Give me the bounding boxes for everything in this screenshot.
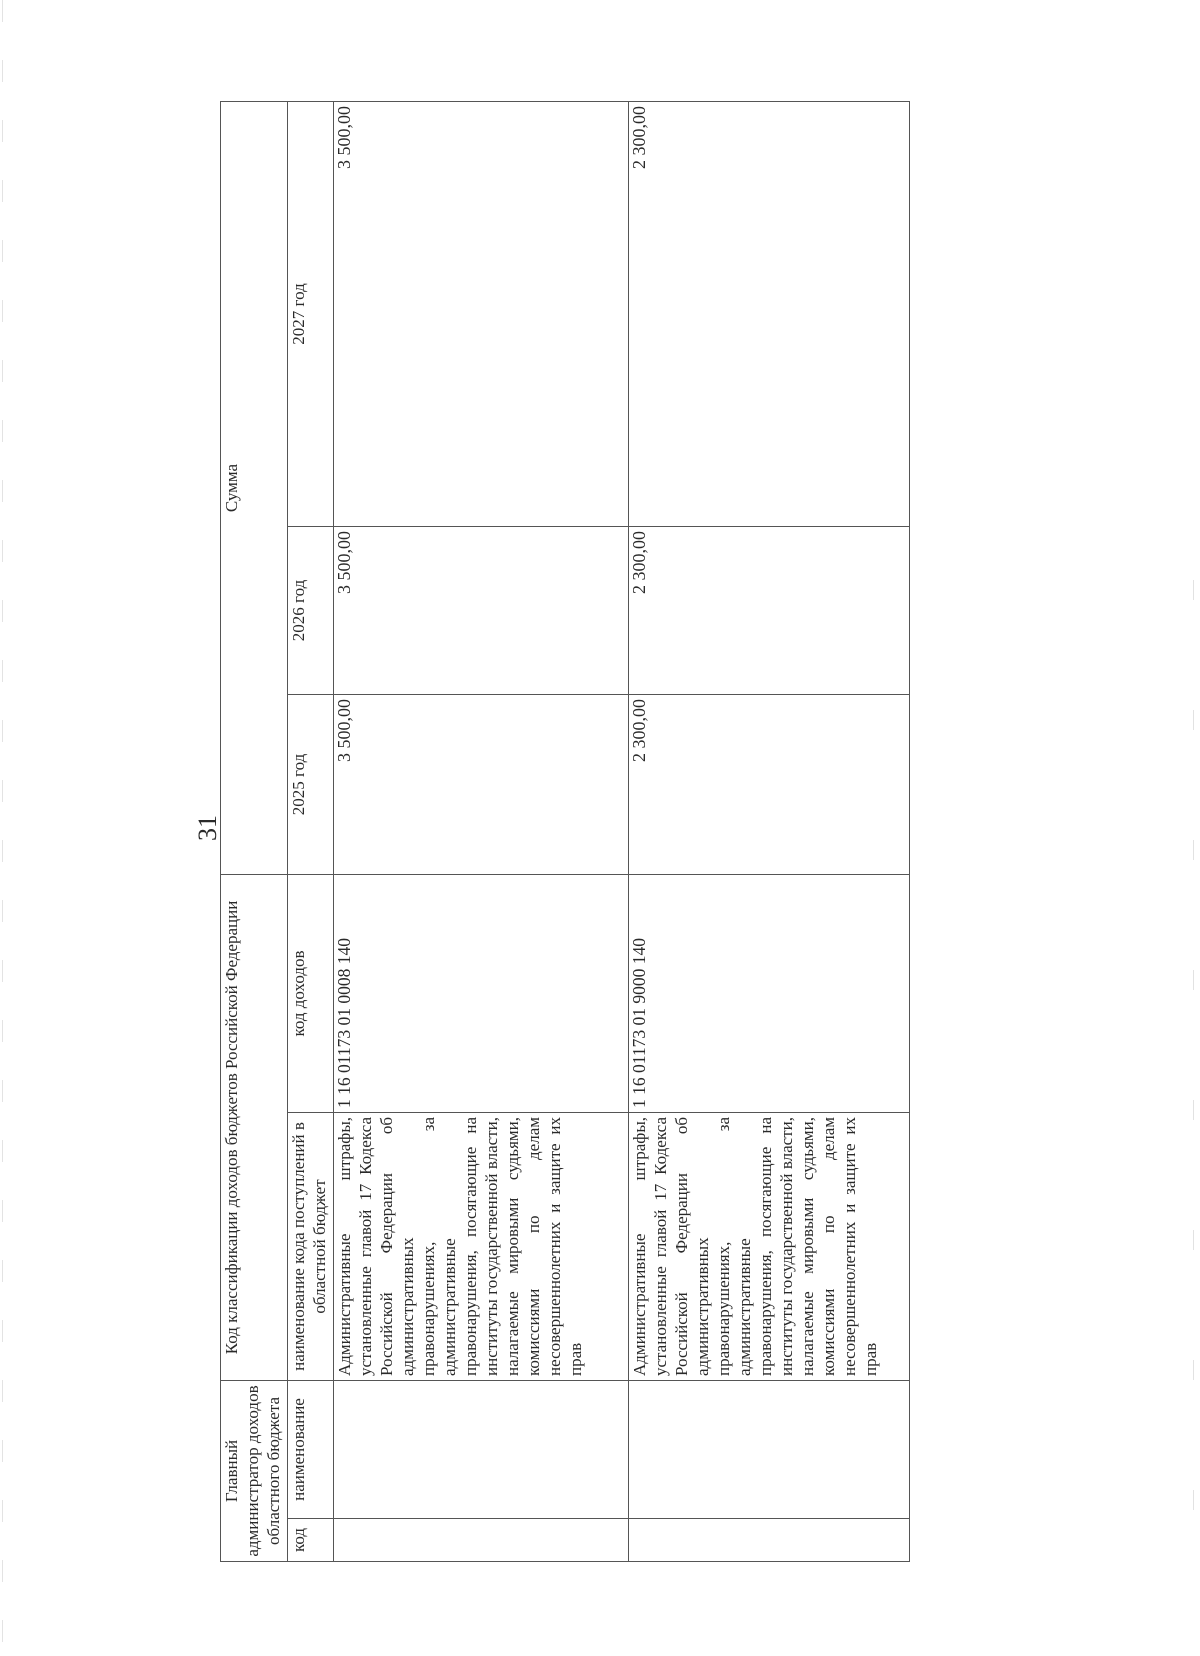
row-admin-name xyxy=(334,1381,629,1519)
table-row xyxy=(334,101,629,1561)
row-sum-2025: 3 500,00 xyxy=(334,694,629,874)
row-income-code: 1 16 01173 01 9000 140 xyxy=(629,874,910,1112)
header-admin-group: Главный администратор доходов областного бюджета xyxy=(221,1381,288,1562)
table-row xyxy=(629,101,910,1561)
row-sum-2026: 2 300,00 xyxy=(629,526,910,694)
scan-edge-left xyxy=(2,0,3,1656)
header-year-2025: 2025 год xyxy=(288,694,334,874)
header-row-2 xyxy=(288,101,334,1561)
header-sum-group: Сумма xyxy=(221,101,288,874)
header-row-1 xyxy=(221,101,288,1561)
header-classification-group: Код классификации доходов бюджетов Российской Федерации xyxy=(221,874,288,1380)
income-table xyxy=(220,101,910,1562)
header-income-name: наименование кода поступлений в областной бюджет xyxy=(288,1113,334,1381)
page-number: 31 xyxy=(193,815,222,841)
header-admin-code: код xyxy=(288,1519,334,1562)
header-year-2027: 2027 год xyxy=(288,101,334,526)
scan-edge-right xyxy=(1193,580,1194,1580)
row-sum-2026: 3 500,00 xyxy=(334,526,629,694)
header-year-2026: 2026 год xyxy=(288,526,334,694)
row-admin-name xyxy=(629,1381,910,1519)
row-income-name: Административные штрафы, установленные главой 17 Кодекса Российской Федерации об административных правонарушениях, за административные правонарушения, посягающие на институты государственной власти, налагаемые мировыми судьями, комиссиями по делам несовершеннолетних и защите их прав xyxy=(629,1113,910,1381)
document-sheet xyxy=(220,102,910,1562)
row-income-code: 1 16 01173 01 0008 140 xyxy=(334,874,629,1112)
row-admin-code xyxy=(334,1519,629,1562)
row-sum-2025: 2 300,00 xyxy=(629,694,910,874)
row-sum-2027: 2 300,00 xyxy=(629,101,910,526)
header-income-code: код доходов xyxy=(288,874,334,1112)
header-admin-name: наименование xyxy=(288,1381,334,1519)
row-income-name: Административные штрафы, установленные главой 17 Кодекса Российской Федерации об административных правонарушениях, за административные правонарушения, посягающие на институты государственной власти, налагаемые мировыми судьями, комиссиями по делам несовершеннолетних и защите их прав xyxy=(334,1113,629,1381)
row-sum-2027: 3 500,00 xyxy=(334,101,629,526)
row-admin-code xyxy=(629,1519,910,1562)
